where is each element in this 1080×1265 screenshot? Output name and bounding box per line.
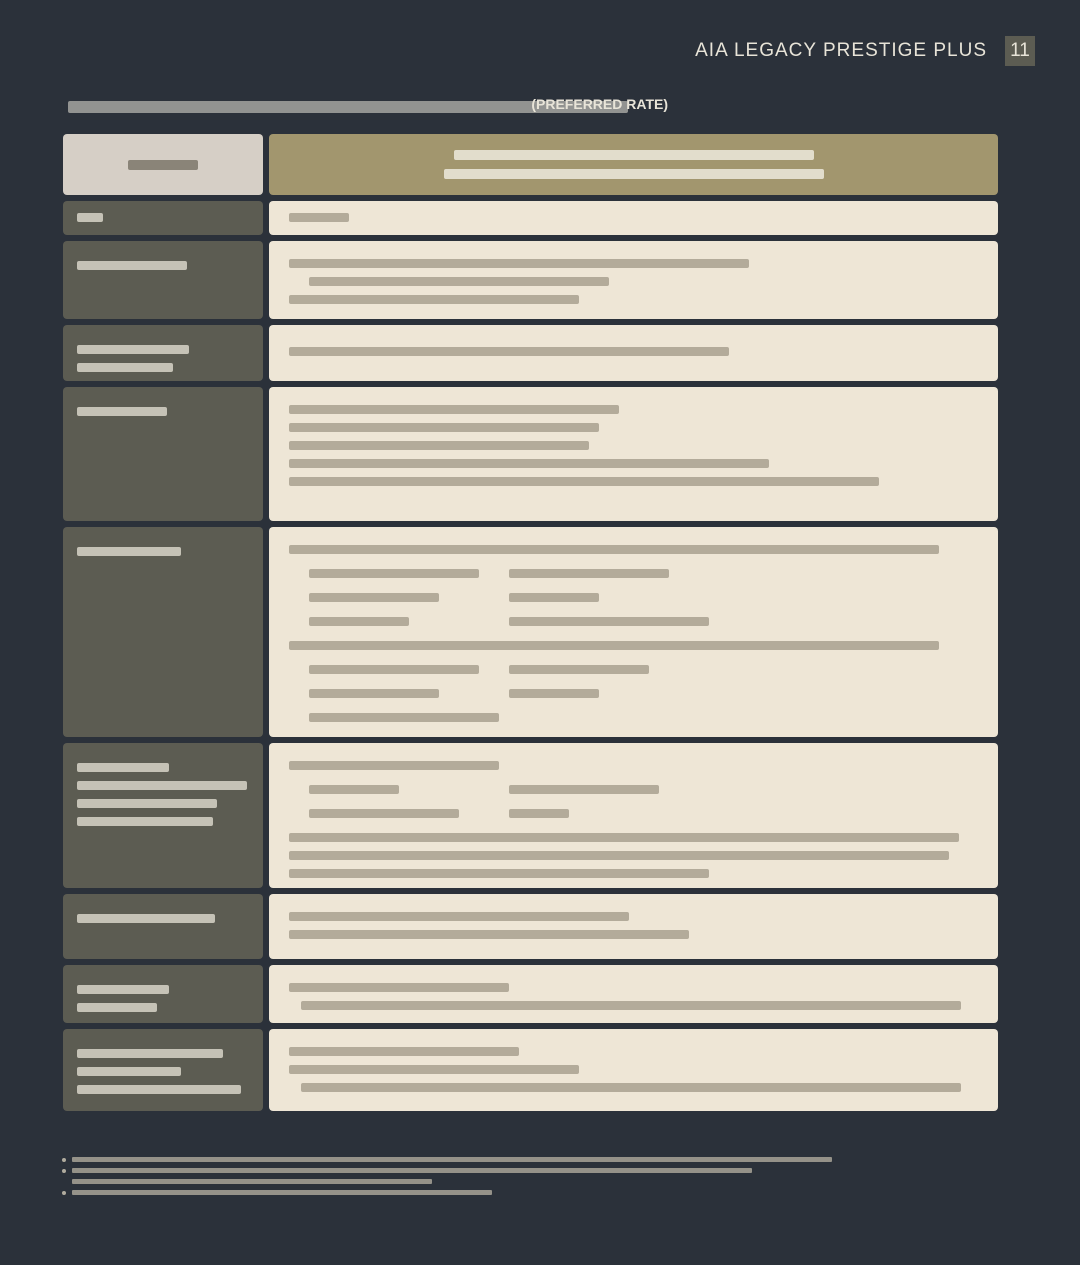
row-content <box>269 894 998 959</box>
footnote-item <box>62 1157 842 1162</box>
row-label <box>63 387 263 521</box>
row-label <box>63 201 263 235</box>
row-content <box>269 201 998 235</box>
table-row-bmi <box>63 894 998 959</box>
table-row-family-history <box>63 527 998 737</box>
row-content <box>269 387 998 521</box>
row-label <box>63 527 263 737</box>
table-row-age <box>63 201 998 235</box>
row-label <box>63 894 263 959</box>
bullet-icon <box>62 1191 66 1195</box>
footnote-item <box>62 1168 842 1173</box>
row-content <box>269 527 998 737</box>
row-label <box>63 241 263 319</box>
page-title <box>68 96 668 118</box>
row-content <box>269 743 998 888</box>
title-tag: (PREFERRED RATE) <box>531 96 668 112</box>
column-header-details <box>63 134 263 195</box>
row-label <box>63 743 263 888</box>
brand-name: AIA LEGACY PRESTIGE PLUS <box>695 40 987 61</box>
footnotes <box>62 1157 842 1201</box>
row-content <box>269 241 998 319</box>
row-label <box>63 1029 263 1111</box>
table-row-blood-pressure <box>63 387 998 521</box>
table-row-cholesterol <box>63 965 998 1023</box>
criteria-table <box>63 134 998 1117</box>
row-content <box>269 965 998 1023</box>
table-row-hdl-ratio <box>63 1029 998 1111</box>
column-header-criteria <box>269 134 998 195</box>
row-content <box>269 1029 998 1111</box>
table-header-row <box>63 134 998 195</box>
row-label <box>63 325 263 381</box>
footnote-item <box>62 1190 842 1195</box>
table-row-health-history <box>63 743 998 888</box>
page-number: 11 <box>1005 36 1035 66</box>
page-header <box>695 36 1035 66</box>
bullet-icon <box>62 1169 66 1173</box>
table-row-alcohol <box>63 325 998 381</box>
footnote-item <box>62 1179 842 1184</box>
table-row-smoking <box>63 241 998 319</box>
bullet-icon <box>62 1158 66 1162</box>
row-label <box>63 965 263 1023</box>
row-content <box>269 325 998 381</box>
